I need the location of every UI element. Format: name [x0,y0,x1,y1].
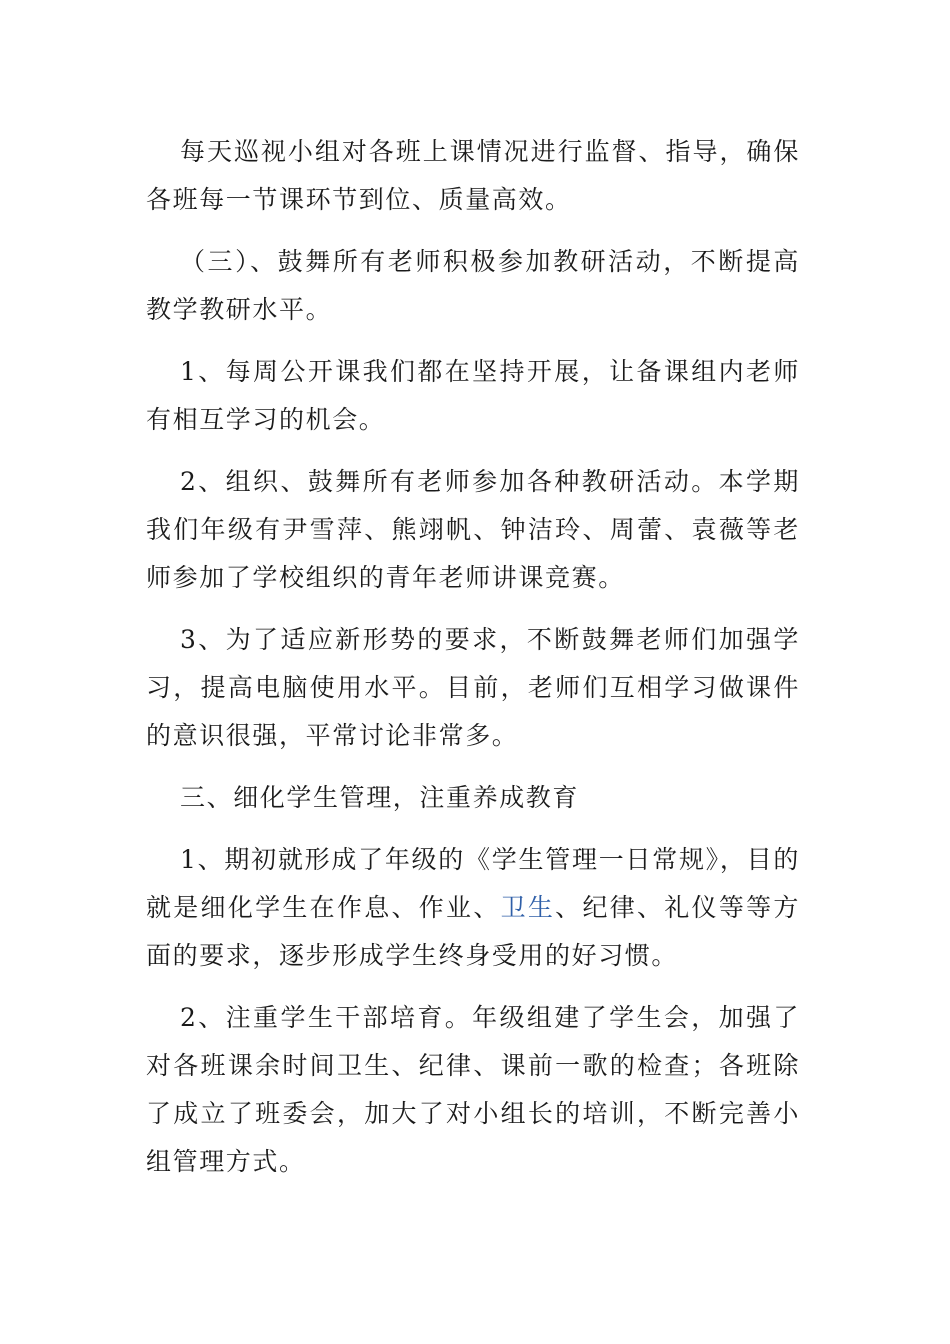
paragraph: 3、为了适应新形势的要求，不断鼓舞老师们加强学习，提高电脑使用水平。目前，老师们互相学习做课件的意识很强，平常讨论非常多。 [146,625,800,750]
paragraph [146,836,800,980]
document-body [146,128,800,1200]
paragraph: 1、每周公开课我们都在坚持开展，让备课组内老师有相互学习的机会。 [146,357,800,434]
section-heading: 三、细化学生管理，注重养成教育 [180,783,580,812]
hygiene-link[interactable]: 卫生 [500,893,556,922]
section-heading: （三）、鼓舞所有老师积极参加教研活动，不断提高教学教研水平。 [146,247,800,324]
paragraph-text-before: 1、期初就形成了年级的《学生管理一日常规》，目的就是细化学生在作息、作业、 [146,845,800,922]
paragraph-text-after: 、纪律、礼仪等等方面的要求，逐步形成学生终身受用的好习惯。 [146,893,800,970]
paragraph: 每天巡视小组对各班上课情况进行监督、指导，确保各班每一节课环节到位、质量高效。 [146,137,800,214]
paragraph: 2、注重学生干部培育。年级组建了学生会，加强了对各班课余时间卫生、纪律、课前一歌的检查；各班除了成立了班委会，加大了对小组长的培训，不断完善小组管理方式。 [146,1003,800,1176]
paragraph: 2、组织、鼓舞所有老师参加各种教研活动。本学期我们年级有尹雪萍、熊翊帆、钟洁玲、周蕾、袁薇等老师参加了学校组织的青年老师讲课竞赛。 [146,467,800,592]
